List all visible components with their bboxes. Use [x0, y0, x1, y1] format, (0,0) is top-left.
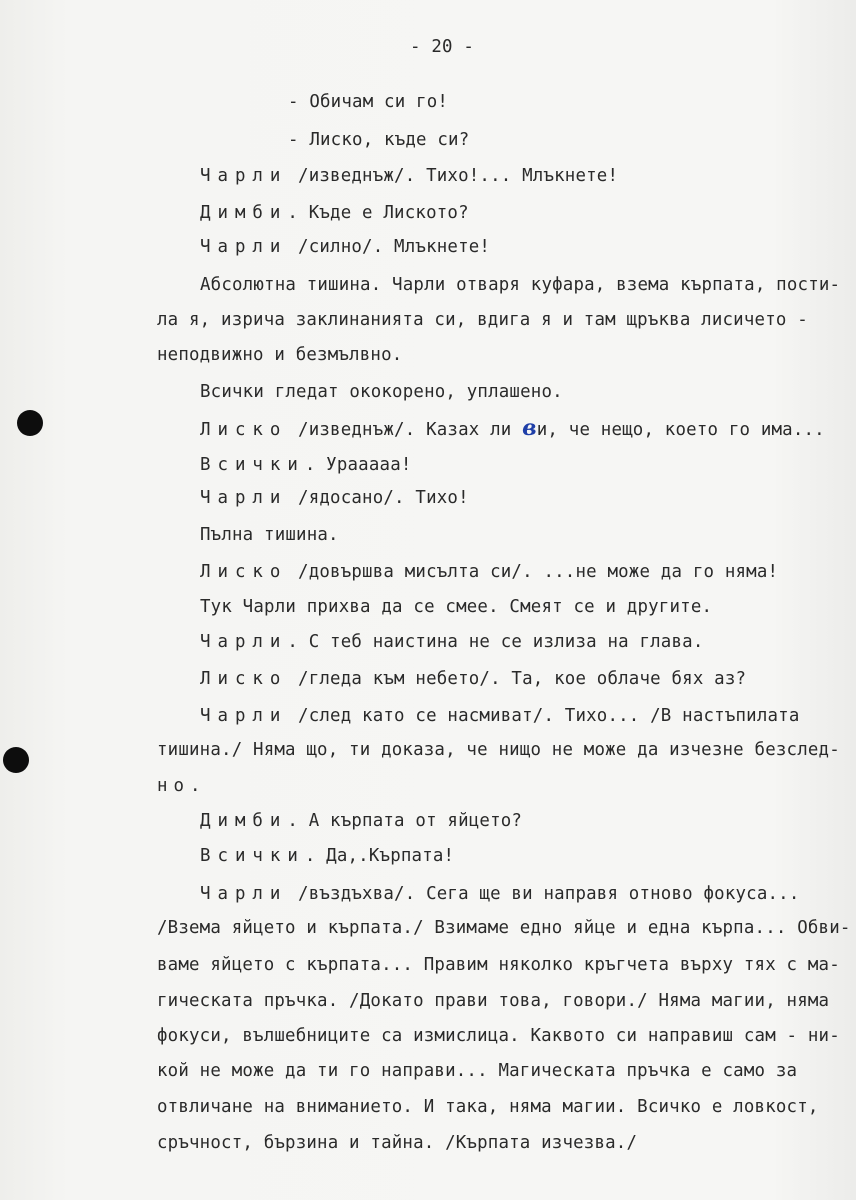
- speaker-name: Всички: [200, 846, 305, 866]
- dialogue-text: . Да,.Кърпата!: [304, 846, 455, 866]
- dialogue-text: /гледа към небето/. Та, кое облаче бях аз?: [287, 669, 747, 689]
- dialogue-text: /въздъхва/. Сега ще ви направя отново фокуса...: [287, 884, 800, 904]
- text-line: ла я, изрича заклинанията си, вдига я и там щръква лисичето -: [157, 310, 808, 330]
- text-line: отвличане на вниманието. И така, няма магии. Всичко е ловкост,: [157, 1097, 819, 1117]
- speaker-name: Лиско: [200, 669, 288, 689]
- dialogue-line: [200, 706, 800, 726]
- dialogue-text: . А кърпата от яйцето?: [287, 811, 523, 831]
- dialogue-line: [200, 669, 746, 689]
- dialogue-text: . Къде е Лиското?: [287, 203, 469, 223]
- speaker-name: Чарли: [200, 884, 288, 904]
- dialogue-text: и, че нещо, което го има...: [536, 420, 825, 440]
- dialogue-line: [200, 166, 618, 186]
- dialogue-line: [200, 488, 469, 508]
- dialogue-text: /силно/. Млъкнете!: [287, 237, 491, 257]
- text-line: Всички гледат ококорено, уплашено.: [200, 382, 563, 402]
- text-line: гическата пръчка. /Докато прави това, говори./ Няма магии, няма: [157, 991, 830, 1011]
- dialogue-text: /ядосано/. Тихо!: [287, 488, 469, 508]
- dialogue-text: /след като се насмиват/. Тихо... /В настъпилата: [287, 706, 800, 726]
- text-line: сръчност, бързина и тайна. /Кърпата изчезва./: [157, 1133, 638, 1153]
- text-line: кой не може да ти го направи... Магическата пръчка е само за: [157, 1061, 798, 1081]
- dialogue-text: /изведнъж/. Казах ли: [287, 420, 523, 440]
- text-line: неподвижно и безмълвно.: [157, 345, 403, 365]
- punch-hole: [3, 747, 29, 773]
- text-line: Тук Чарли прихва да се смее. Смеят се и другите.: [200, 597, 713, 617]
- speaker-name: Димби: [200, 203, 288, 223]
- speaker-name: Чарли: [200, 237, 288, 257]
- text-line: - Лиско, къде си?: [288, 130, 470, 150]
- dialogue-line: [200, 811, 522, 831]
- text-line: - Обичам си го!: [288, 92, 449, 112]
- dialogue-line: [200, 415, 825, 441]
- text-line: ваме яйцето с кърпата... Правим няколко кръгчета върху тях с ма-: [157, 955, 840, 975]
- text-line: /Взема яйцето и кърпата./ Взимаме едно яйце и една кърпа... Обви-: [157, 918, 851, 938]
- dialogue-line: [200, 237, 490, 257]
- speaker-name: Чарли: [200, 632, 288, 652]
- dialogue-text: . Урааааа!: [304, 455, 412, 475]
- dialogue-line: [200, 632, 704, 652]
- speaker-name: Чарли: [200, 706, 288, 726]
- handwritten-correction: в: [522, 415, 537, 441]
- dialogue-text: /изведнъж/. Тихо!... Млъкнете!: [287, 166, 619, 186]
- dialogue-line: [200, 203, 469, 223]
- text-line: но.: [157, 776, 207, 796]
- dialogue-line: [200, 455, 412, 475]
- speaker-name: Всички: [200, 455, 305, 475]
- speaker-name: Лиско: [200, 420, 288, 440]
- dialogue-text: . С теб наистина не се излиза на глава.: [287, 632, 704, 652]
- dialogue-line: [200, 884, 800, 904]
- speaker-name: Чарли: [200, 166, 288, 186]
- dialogue-line: [200, 562, 778, 582]
- text-line: фокуси, вълшебниците са измислица. Каквото си направиш сам - ни-: [157, 1026, 840, 1046]
- text-line: тишина./ Няма що, ти доказа, че нищо не може да изчезне безслед-: [157, 740, 840, 760]
- text-line: Пълна тишина.: [200, 525, 339, 545]
- punch-hole: [17, 410, 43, 436]
- dialogue-line: [200, 846, 454, 866]
- dialogue-text: /довършва мисълта си/. ...не може да го няма!: [287, 562, 779, 582]
- page-number: - 20 -: [410, 37, 475, 57]
- speaker-name: Лиско: [200, 562, 288, 582]
- text-line: Абсолютна тишина. Чарли отваря куфара, взема кърпата, пости-: [200, 275, 841, 295]
- speaker-name: Чарли: [200, 488, 288, 508]
- speaker-name: Димби: [200, 811, 288, 831]
